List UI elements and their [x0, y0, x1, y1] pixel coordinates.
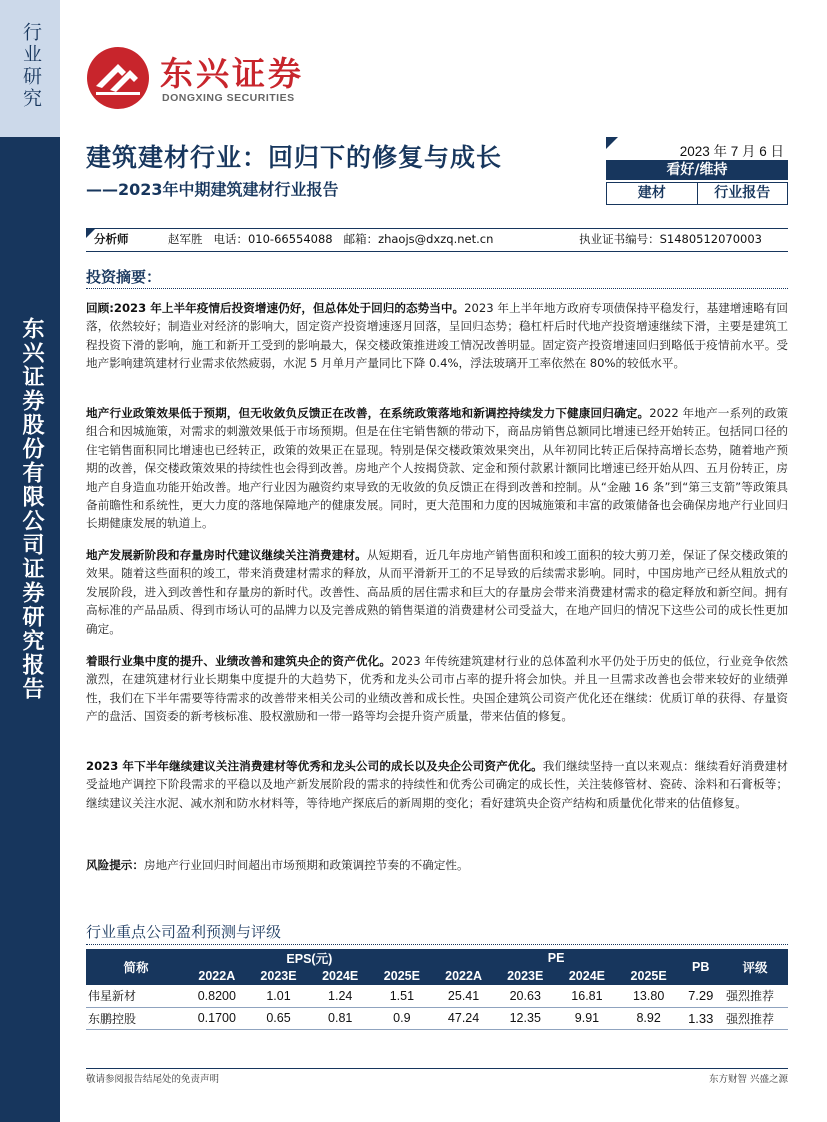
table-cell: 1.24	[309, 985, 371, 1007]
forecast-heading: 行业重点公司盈利预测与评级	[86, 923, 282, 941]
analyst-bar	[86, 228, 788, 252]
divider	[86, 288, 788, 289]
table-cell: 0.1700	[186, 1007, 248, 1029]
table-cell: 16.81	[556, 985, 618, 1007]
col-group-pe: PE	[433, 949, 680, 967]
company-logo	[86, 46, 306, 110]
footer-disclaimer: 敬请参阅报告结尾处的免责声明	[86, 1074, 220, 1085]
col-header-year: 2024E	[309, 967, 371, 985]
paragraph-body: 2022 年地产一系列的政策组合和因城施策，对需求的刺激效果低于市场预期。但是在住宅销售额的带动下，商品房销售总额同比增速已经开始转正。包括同口径的住宅销售面积同比增速也已经转正，政策的效果正在显现。特别是保交楼政策效果突出，从年初同比转正后保持高增长态势，随着地产预期的改善，保交楼政策效果的持续性也会得到改善。房地产个人按揭贷款、定金和预付款累计额同比增速已经开始从四、五月份转正，房地产自身造血功能开始改善。地产行业因为融资约束导致的无收敛的负反馈正在得到改善和控制。从“金融 16 条”到“第三支箭”等政策具备前瞻性和系统性，更大力度的落地保障地产的健康发展。同时，更大范围和力度的因城施策和丰富的政策储备也会确保房地产行业回归长期健康发展的轨道上。	[86, 406, 788, 531]
logo-chinese-text: 东兴证券	[160, 54, 304, 93]
sidebar-category-label: 行业研究	[20, 22, 42, 110]
col-header-rating: 评级	[722, 949, 788, 985]
col-header-year: 2023E	[248, 967, 310, 985]
summary-heading: 投资摘要：	[86, 268, 162, 286]
report-subtitle: ——2023年中期建筑建材行业报告	[86, 180, 339, 199]
paragraph-body: 2023 年上半年地方政府专项债保持平稳发行，基建增速略有回落，依然较好；制造业对经济的影响大，固定资产投资增速逐月回落，呈回归态势；稳杠杆后时代地产投资增速继续下滑，主要是建筑工程投资下滑的影响，施工和新开工受到的影响最大，保交楼政策推进竣工情况改善明显。固定资产投资增速回归到略低于疫情前水平。受地产影响建筑建材行业需求依然疲弱，水泥 5 月单月产量同比下降 0.4%，浮法玻璃开工率依然在 80%的较低水平。	[86, 301, 788, 371]
table-cell: 13.80	[618, 985, 680, 1007]
table-cell: 0.9	[371, 1007, 433, 1029]
summary-paragraph	[86, 652, 788, 726]
table-cell: 0.65	[248, 1007, 310, 1029]
table-cell: 9.91	[556, 1007, 618, 1029]
table-cell: 20.63	[494, 985, 556, 1007]
logo-english-text: DONGXING SECURITIES	[162, 92, 295, 104]
report-date: 2023 年 7 月 6 日	[679, 144, 784, 159]
summary-paragraph	[86, 299, 788, 373]
sector-tag: 建材	[637, 185, 666, 201]
sidebar-main-band	[0, 137, 60, 1122]
summary-paragraph	[86, 757, 788, 812]
company-name: 伟星新材	[86, 985, 186, 1007]
table-cell: 8.92	[618, 1007, 680, 1029]
rating-cell: 强烈推荐	[722, 985, 788, 1007]
footer-divider	[86, 1068, 788, 1069]
paragraph-body: 从短期看，近几年房地产销售面积和竣工面积的较大剪刀差，保证了保交楼政策的效果。随着这些面积的竣工，带来消费建材需求的释放，从而平滑新开工的不足导致的后续需求影响。同时，中国房地产已经从粗放式的发展阶段，进入到改善性和存量房的新时代。改善性、高品质的居住需求和巨大的存量房会带来消费建材需求的稳定释放和新空间。拥有高标准的产品品质、得到市场认可的品牌力以及完善成熟的销售渠道的消费建材公司受益大，在地产回归的情况下这些公司的成长性更加确定。	[86, 548, 788, 636]
report-tags	[606, 182, 788, 205]
corner-marker	[606, 137, 618, 149]
paragraph-lead: 着眼行业集中度的提升、业绩改善和建筑央企的资产优化。	[86, 654, 392, 668]
col-header-year: 2023E	[494, 967, 556, 985]
col-header-name: 简称	[86, 949, 186, 985]
table-cell: 1.51	[371, 985, 433, 1007]
company-name: 东鹏控股	[86, 1007, 186, 1029]
col-header-pb: PB	[679, 949, 722, 985]
paragraph-lead: 回顾:2023 年上半年疫情后投资增速仍好，但总体处于回归的态势当中。	[86, 301, 465, 315]
col-group-eps: EPS(元)	[186, 949, 433, 967]
paragraph-lead: 地产发展新阶段和存量房时代建议继续关注消费建材。	[86, 548, 367, 562]
paragraph-body: 2023 年传统建筑建材行业的总体盈利水平仍处于历史的低位，行业竞争依然激烈，在建筑建材行业长期集中度提升的大趋势下，优秀和龙头公司市占率的提升将会加快。并且一旦需求改善也会带来较好的业绩弹性，我们在下半年需要等待需求的改善带来相关公司的业绩改善和成长性。央国企建筑公司资产优化还在继续：优质订单的获得、存量资产的盘活、国资委的新考核标准、股权激励和一带一路等均会提升资产质量，带来估值的修复。	[86, 654, 788, 724]
paragraph-lead: 2023 年下半年继续建议关注消费建材等优秀和龙头公司的成长以及央企公司资产优化。	[86, 759, 543, 773]
sidebar-company-label: 东兴证券股份有限公司证券研究报告	[19, 317, 44, 701]
table-row	[86, 1007, 788, 1029]
paragraph-lead: 风险提示：	[86, 858, 144, 872]
table-cell: 12.35	[494, 1007, 556, 1029]
forecast-table	[86, 949, 788, 1030]
analyst-contact: 赵军胜 电话：010-66554088 邮箱：zhaojs@dxzq.net.cn	[168, 232, 494, 246]
table-cell: 1.01	[248, 985, 310, 1007]
summary-paragraph	[86, 404, 788, 533]
sidebar-top-band	[0, 0, 60, 137]
col-header-year: 2025E	[371, 967, 433, 985]
table-cell: 47.24	[433, 1007, 495, 1029]
col-header-year: 2022A	[186, 967, 248, 985]
report-meta-box	[606, 137, 788, 205]
table-cell: 0.81	[309, 1007, 371, 1029]
table-row	[86, 985, 788, 1007]
report-title: 建筑建材行业：回归下的修复与成长	[86, 143, 503, 172]
rating-badge: 看好/维持	[606, 160, 788, 180]
analyst-label: 分析师	[94, 232, 129, 246]
col-header-year: 2022A	[433, 967, 495, 985]
pb-cell: 1.33	[679, 1007, 722, 1029]
summary-paragraph	[86, 546, 788, 638]
footer-slogan: 东方财智 兴盛之源	[708, 1074, 788, 1085]
rating-cell: 强烈推荐	[722, 1007, 788, 1029]
analyst-certificate: 执业证书编号：S1480512070003	[579, 232, 762, 246]
col-header-year: 2025E	[618, 967, 680, 985]
table-cell: 0.8200	[186, 985, 248, 1007]
report-type-tag: 行业报告	[697, 183, 788, 204]
divider	[86, 944, 788, 945]
paragraph-body: 房地产行业回归时间超出市场预期和政策调控节奏的不确定性。	[143, 858, 469, 872]
paragraph-body: 我们继续坚持一直以来观点：继续看好消费建材受益地产调控下阶段需求的平稳以及地产新发展阶段的需求的持续性和优秀公司确定的成长性，关注装修管材、瓷砖、涂料和石膏板等；继续建议关注水泥、减水剂和防水材料等，等待地产探底后的新周期的变化；看好建筑央企资产结构和质量优化带来的估值修复。	[86, 759, 788, 810]
col-header-year: 2024E	[556, 967, 618, 985]
logo-mark-icon	[86, 46, 152, 110]
pb-cell: 7.29	[679, 985, 722, 1007]
table-cell: 25.41	[433, 985, 495, 1007]
paragraph-lead: 地产行业政策效果低于预期，但无收敛负反馈正在改善，在系统政策落地和新调控持续发力下健康回归确定。	[86, 406, 650, 420]
risk-paragraph	[86, 856, 788, 874]
